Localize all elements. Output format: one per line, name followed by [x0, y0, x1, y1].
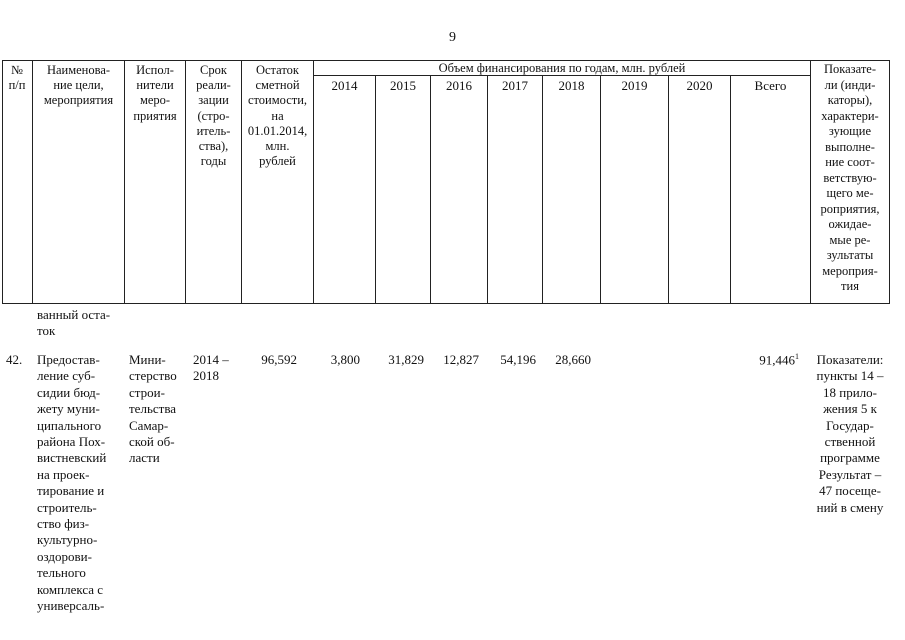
header-col-term: Срок реали- зации (стро- итель- ства), годы: [196, 63, 231, 169]
header-col-executor: Испол- нители меро- приятия: [133, 63, 177, 123]
row-term: 2014 – 2018: [193, 352, 229, 384]
header-col-number: № п/п: [8, 63, 26, 93]
row-executor: Мини- стерство строи- тельства Самар- ской об- ласти: [129, 352, 177, 466]
header-total: Всего: [754, 78, 787, 93]
continuation-text: ванный оста- ток: [37, 307, 111, 339]
header-year-2015: 2015: [390, 78, 416, 93]
header-col-rest: Остаток сметной стоимости, на 01.01.2014, млн. рублей: [247, 63, 308, 169]
header-year-2020: 2020: [686, 78, 713, 93]
row-2018: 28,660: [555, 352, 591, 367]
header-financing-title: Объем финансирования по годам, млн. рублей: [438, 61, 686, 75]
row-2017: 54,196: [500, 352, 536, 367]
row-number: 42.: [6, 352, 23, 367]
row-rest: 96,592: [261, 352, 297, 367]
row-indicators: Показатели: пункты 14 – 18 прило- жения 5 к Государ- ственной программе Результат – 47 посеще- ний в смену: [816, 352, 884, 515]
row-name: Предостав- ление суб- сидии бюд- жету муни- ципального района Пох- вистневский на проек- тирование и строитель- ство физ- культурно- оздорови- тельного комплекса с универсаль-: [37, 352, 107, 614]
row-total: 91,446$^1$: [759, 352, 799, 368]
footnote-marker: 1: [795, 352, 799, 361]
header-year-2016: 2016: [446, 78, 472, 93]
page-number: 9: [449, 30, 456, 45]
header-year-2017: 2017: [502, 78, 528, 93]
row-2014: 3,800: [330, 352, 360, 367]
header-col-indicators: Показате- ли (инди- каторы), характери- зующие выполне- ние соот- ветствую- щего ме- роприятия, ожидае- мые ре- зультаты мероприя- тия: [820, 62, 880, 293]
header-year-2019: 2019: [621, 78, 648, 93]
header-col-name: Наименова- ние цели, мероприятия: [43, 63, 114, 108]
header-year-2014: 2014: [331, 78, 358, 93]
row-2016: 12,827: [443, 352, 479, 367]
header-year-2018: 2018: [558, 78, 585, 93]
row-2015: 31,829: [388, 352, 424, 367]
